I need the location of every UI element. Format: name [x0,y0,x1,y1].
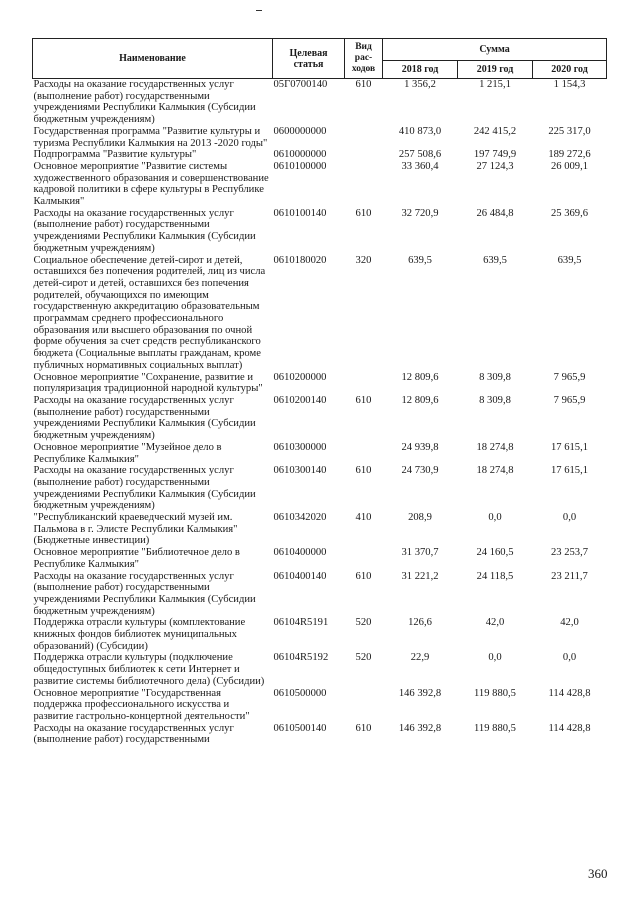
row-sum-2018: 24 730,9 [401,465,439,477]
row-target-article: 0610100140 [273,207,327,219]
row-name: Поддержка отрасли культуры (комплектование книжных фондов библиотек муниципальных образований) (Субсидии) [33,617,246,652]
row-sum-2020: 114 428,8 [548,687,591,699]
header-target-article: Целевая статья [273,39,345,79]
header-name: Наименование [33,39,273,79]
row-expense-type [345,149,383,161]
row-sum-2019: 26 484,8 [476,207,514,219]
row-sum-2018: 410 873,0 [398,125,442,137]
row-target-article: 0610300140 [273,465,327,477]
row-sum-2020: 25 369,6 [550,207,589,219]
row-target-article: 0610000000 [273,149,327,161]
row-sum-2020: 23 253,7 [550,547,589,559]
table-row [33,688,607,723]
row-target-article: 0610100000 [273,160,327,172]
row-sum-2019: 27 124,3 [476,160,514,172]
row-expense-type [345,372,383,395]
row-name: Социальное обеспечение детей-сирот и детей, оставшихся без попечения родителей, лиц из числа детей-сирот и детей, оставшихся без попечения родителей, обучающихся по имеющим государственную аккредитацию образовательным программам среднего профессионального образования или высшего образования по очной форме обучения за счет средств республиканского бюджета (Социальные выплаты гражданам, кроме публичных нормативных социальных выплат) [33,254,266,371]
table-row [33,617,607,652]
header-year-2020: 2020 год [533,61,607,79]
table-row [33,395,607,442]
row-expense-type [345,442,383,465]
row-name: Основное мероприятие "Сохранение, развитие и популяризация традиционной народной культуры" [33,371,263,395]
row-target-article: 0610342020 [273,512,327,524]
row-sum-2020: 225 317,0 [548,125,591,137]
row-expense-type [345,547,383,570]
row-target-article: 0600000000 [273,125,327,137]
budget-table [32,38,607,746]
table-row [33,571,607,618]
row-target-article: 0610400000 [273,547,327,559]
row-sum-2019: 8 309,8 [479,371,511,383]
row-target-article: 05Г0700140 [273,79,328,90]
row-expense-type: 610 [355,79,372,90]
row-expense-type: 610 [355,465,372,477]
row-expense-type [345,126,383,149]
row-sum-2018: 33 360,4 [401,160,439,172]
row-name: "Республиканский краеведческий музей им. Пальмова в г. Элисте Республики Калмыкия" (Бюджетные инвестиции) [33,512,238,547]
table-row [33,126,607,149]
table-row [33,512,607,547]
row-sum-2020: 639,5 [557,254,582,266]
header-expense-type: Вид рас-ходов [345,39,383,79]
table-row [33,208,607,255]
row-target-article: 0610300000 [273,441,327,453]
row-sum-2019: 119 880,5 [474,687,516,699]
row-expense-type [345,161,383,208]
row-target-article: 0610400140 [273,570,327,582]
row-sum-2018: 31 370,7 [401,547,439,559]
table-row [33,255,607,372]
row-expense-type: 320 [355,254,372,266]
row-sum-2018: 146 392,8 [398,687,442,699]
row-sum-2018: 12 809,6 [401,371,439,383]
top-dash-mark [256,10,262,11]
row-sum-2020: 0,0 [562,652,577,664]
table-row [33,149,607,161]
row-sum-2019: 119 880,5 [474,722,516,734]
row-name: Поддержка отрасли культуры (подключение общедоступных библиотек к сети Интернет и развитие системы библиотечного дела) (Субсидии) [33,652,265,687]
row-name: Основное мероприятие "Музейное дело в Республике Калмыкия" [33,441,222,465]
row-target-article: 0610500000 [273,687,327,699]
row-sum-2019: 639,5 [483,254,507,266]
row-sum-2020: 42,0 [560,617,579,629]
row-sum-2019: 0,0 [488,652,502,664]
row-name: Расходы на оказание государственных услуг (выполнение работ) государственными учреждениями Республики Калмыкия (Субсидии бюджетным учреждениям) [33,465,256,512]
row-sum-2020: 17 615,1 [550,441,589,453]
row-target-article: 06104R5192 [273,652,329,664]
row-sum-2018: 31 221,2 [401,570,439,582]
row-sum-2020: 23 211,7 [551,570,588,582]
row-expense-type: 410 [355,512,372,524]
row-sum-2020: 0,0 [562,512,577,524]
row-sum-2019: 197 749,9 [473,149,517,161]
row-sum-2019: 24 160,5 [476,547,514,559]
row-sum-2019: 18 274,8 [476,441,514,453]
row-sum-2018: 257 508,6 [398,149,442,161]
row-expense-type: 610 [355,722,372,734]
table-row [33,547,607,570]
row-name: Расходы на оказание государственных услуг (выполнение работ) государственными учреждениями Республики Калмыкия (Субсидии бюджетным учреждениям) [33,79,256,126]
row-sum-2018: 639,5 [408,254,432,266]
table-row [33,652,607,687]
row-sum-2019: 0,0 [488,512,502,524]
row-sum-2019: 24 118,5 [476,570,514,582]
row-name: Расходы на оказание государственных услуг (выполнение работ) государственными учреждениями Республики Калмыкия (Субсидии бюджетным учреждениям) [33,570,256,617]
row-sum-2020: 7 965,9 [553,394,586,406]
row-name: Основное мероприятие "Развитие системы художественного образования и совершенствование кадровой политики в сфере культуры в Республике Калмыкия" [33,160,269,208]
row-sum-2020: 189 272,6 [548,149,591,161]
row-expense-type: 610 [355,394,372,406]
row-name: Государственная программа "Развитие культуры и туризма Республики Калмыкия на 2013 -2020 годы" [33,125,268,149]
row-sum-2018: 12 809,6 [401,394,439,406]
row-sum-2018: 1 356,2 [404,79,436,90]
row-name: Расходы на оказание государственных услуг (выполнение работ) государственными учреждениями Республики Калмыкия (Субсидии бюджетным учреждениям) [33,394,256,442]
row-target-article: 0610200140 [273,394,327,406]
row-name: Расходы на оказание государственных услуг (выполнение работ) государственными [33,722,234,746]
row-target-article: 0610500140 [273,722,327,734]
row-name: Расходы на оказание государственных услуг (выполнение работ) государственными учреждениями Республики Калмыкия (Субсидии бюджетным учреждениям) [33,207,256,254]
table-row [33,372,607,395]
page-number: 360 [588,866,608,881]
row-sum-2018: 146 392,8 [398,722,442,734]
row-target-article: 0610200000 [273,371,327,383]
table-row [33,79,607,126]
header-sum: Сумма [383,39,607,61]
row-name: Подпрограмма "Развитие культуры" [33,149,197,161]
row-target-article: 0610180020 [273,254,327,266]
row-sum-2018: 126,6 [408,617,432,629]
row-sum-2018: 32 720,9 [401,207,439,219]
row-target-article: 06104R5191 [273,617,329,629]
row-sum-2020: 17 615,1 [550,465,589,477]
row-sum-2019: 18 274,8 [476,465,514,477]
row-name: Основное мероприятие "Государственная поддержка профессионального искусства и развитие гастрольно-концертной деятельности" [33,687,250,722]
row-sum-2018: 208,9 [408,512,432,524]
header-year-2019: 2019 год [458,61,533,79]
row-sum-2019: 242 415,2 [473,125,517,137]
row-expense-type: 520 [355,652,372,664]
row-expense-type: 520 [355,617,372,629]
row-sum-2020: 1 154,3 [553,79,586,90]
table-row [33,161,607,208]
row-sum-2019: 1 215,1 [479,79,511,90]
row-sum-2018: 22,9 [410,652,430,664]
row-sum-2020: 26 009,1 [550,160,589,172]
table-row [33,465,607,512]
table-row [33,723,607,746]
row-sum-2020: 114 428,8 [548,722,591,734]
row-sum-2019: 42,0 [485,617,505,629]
row-expense-type: 610 [355,207,372,219]
row-sum-2018: 24 939,8 [401,441,439,453]
header-year-2018: 2018 год [383,61,458,79]
row-expense-type [345,688,383,723]
row-expense-type: 610 [355,570,372,582]
row-sum-2020: 7 965,9 [553,371,586,383]
row-name: Основное мероприятие "Библиотечное дело в Республике Калмыкия" [33,547,240,570]
table-row [33,442,607,465]
row-sum-2019: 8 309,8 [479,394,511,406]
